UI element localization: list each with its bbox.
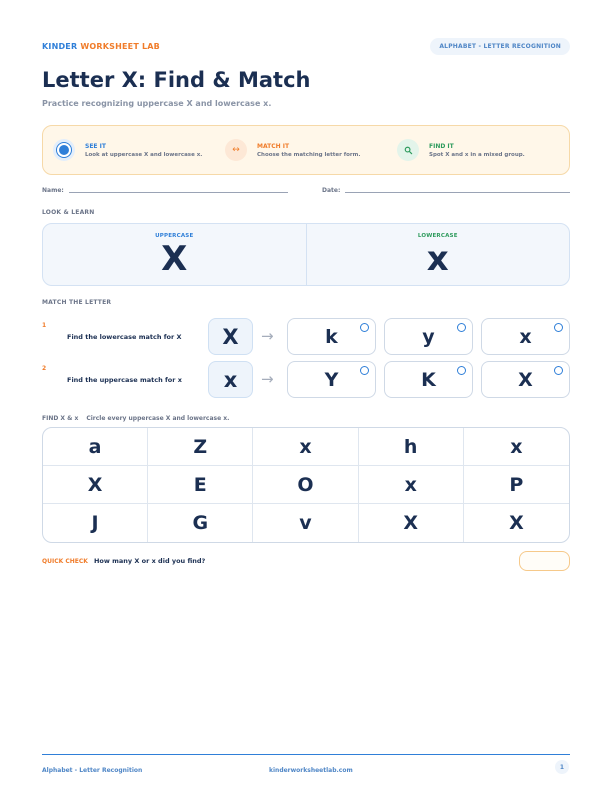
name-label: Name: <box>42 187 64 194</box>
find-heading <box>42 415 229 422</box>
brand-logo <box>42 42 160 51</box>
footer-topic: Alphabet - Letter Recognition <box>42 767 143 774</box>
lowercase-panel <box>306 224 570 285</box>
grid-letter[interactable]: a <box>43 428 148 466</box>
match-heading: MATCH THE LETTER <box>42 299 112 306</box>
uppercase-panel <box>43 224 306 285</box>
find-instruction: Circle every uppercase X and lowercase x. <box>86 415 230 422</box>
step-title: FIND IT <box>429 142 454 150</box>
page-title: Letter X: Find & Match <box>42 68 311 92</box>
arrow-right-icon: → <box>261 327 274 345</box>
option-letter: x <box>519 325 532 348</box>
find-label: FIND X & x <box>42 415 79 422</box>
grid-letter[interactable]: X <box>509 512 524 534</box>
option-letter: X <box>518 368 533 391</box>
quick-check-label: QUICK CHECK <box>42 558 88 565</box>
lowercase-label: LOWERCASE <box>417 233 458 239</box>
grid-letter[interactable]: h <box>359 428 464 466</box>
steps-panel <box>42 125 570 175</box>
letter-grid <box>42 427 570 543</box>
grid-letter[interactable]: X <box>359 504 464 542</box>
grid-letter[interactable]: x <box>253 428 358 466</box>
option-letter: K <box>421 368 436 391</box>
answer-input-box[interactable] <box>519 551 570 571</box>
match-row-1 <box>42 318 570 356</box>
look-learn-heading: LOOK & LEARN <box>42 209 95 216</box>
option-letter: k <box>325 325 338 348</box>
magnifier-icon <box>397 139 419 161</box>
option-letter: Y <box>324 368 339 391</box>
date-field[interactable] <box>345 192 570 193</box>
date-label: Date: <box>322 187 341 194</box>
step-title: SEE IT <box>85 142 106 150</box>
answer-circle-icon[interactable] <box>360 366 369 375</box>
grid-letter[interactable]: O <box>253 466 358 504</box>
grid-letter[interactable]: P <box>464 466 569 504</box>
option-letter: y <box>422 325 435 348</box>
topic-badge: ALPHABET - LETTER RECOGNITION <box>430 38 570 55</box>
step-description: Look at uppercase X and lowercase x. <box>85 151 203 158</box>
grid-letter[interactable]: Z <box>148 428 253 466</box>
option-box[interactable] <box>287 318 376 355</box>
grid-letter[interactable]: x <box>464 428 569 466</box>
footer-website: kinderworksheetlab.com <box>269 767 353 774</box>
question-number: 1 <box>42 322 47 329</box>
step-title: MATCH IT <box>257 142 290 150</box>
name-field[interactable] <box>69 192 288 193</box>
option-box[interactable] <box>384 361 473 398</box>
grid-letter[interactable]: x <box>359 466 464 504</box>
target-letter: X <box>208 318 253 355</box>
option-box[interactable] <box>384 318 473 355</box>
grid-letter[interactable]: v <box>253 504 358 542</box>
quick-check-question: How many X or x did you find? <box>93 557 206 565</box>
footer-divider <box>42 754 570 755</box>
answer-circle-icon[interactable] <box>554 323 563 332</box>
match-prompt: Find the uppercase match for x <box>67 376 182 384</box>
answer-circle-icon[interactable] <box>360 323 369 332</box>
option-box[interactable] <box>287 361 376 398</box>
step-find-it <box>397 139 569 161</box>
top-bar <box>42 37 570 55</box>
grid-letter[interactable]: G <box>148 504 253 542</box>
step-description: Choose the matching letter form. <box>257 151 361 158</box>
eye-dot-icon <box>53 139 75 161</box>
page-subtitle: Practice recognizing uppercase X and lowercase x. <box>42 99 272 108</box>
brand-part-1: KINDER <box>42 41 78 51</box>
uppercase-letter: X <box>161 239 188 279</box>
step-see-it <box>53 139 225 161</box>
look-learn-card <box>42 223 570 286</box>
option-box[interactable] <box>481 361 570 398</box>
uppercase-label: UPPERCASE <box>155 233 194 239</box>
arrow-right-icon: → <box>261 370 274 388</box>
answer-circle-icon[interactable] <box>554 366 563 375</box>
swap-arrows-icon: ↔ <box>225 139 247 161</box>
name-date-row <box>42 185 570 197</box>
lowercase-letter: x <box>426 239 449 279</box>
grid-letter[interactable]: J <box>43 504 148 542</box>
step-description: Spot X and x in a mixed group. <box>429 151 525 158</box>
grid-letter[interactable]: X <box>43 466 148 504</box>
quick-check <box>42 557 205 565</box>
question-number: 2 <box>42 365 47 372</box>
match-row-2 <box>42 361 570 399</box>
target-letter: x <box>208 361 253 398</box>
option-box[interactable] <box>481 318 570 355</box>
match-prompt: Find the lowercase match for X <box>67 333 182 341</box>
page-number: 1 <box>555 760 569 774</box>
brand-part-2: WORKSHEET LAB <box>80 41 160 51</box>
grid-letter[interactable]: E <box>148 466 253 504</box>
answer-circle-icon[interactable] <box>457 323 466 332</box>
step-match-it <box>225 139 397 161</box>
answer-circle-icon[interactable] <box>457 366 466 375</box>
